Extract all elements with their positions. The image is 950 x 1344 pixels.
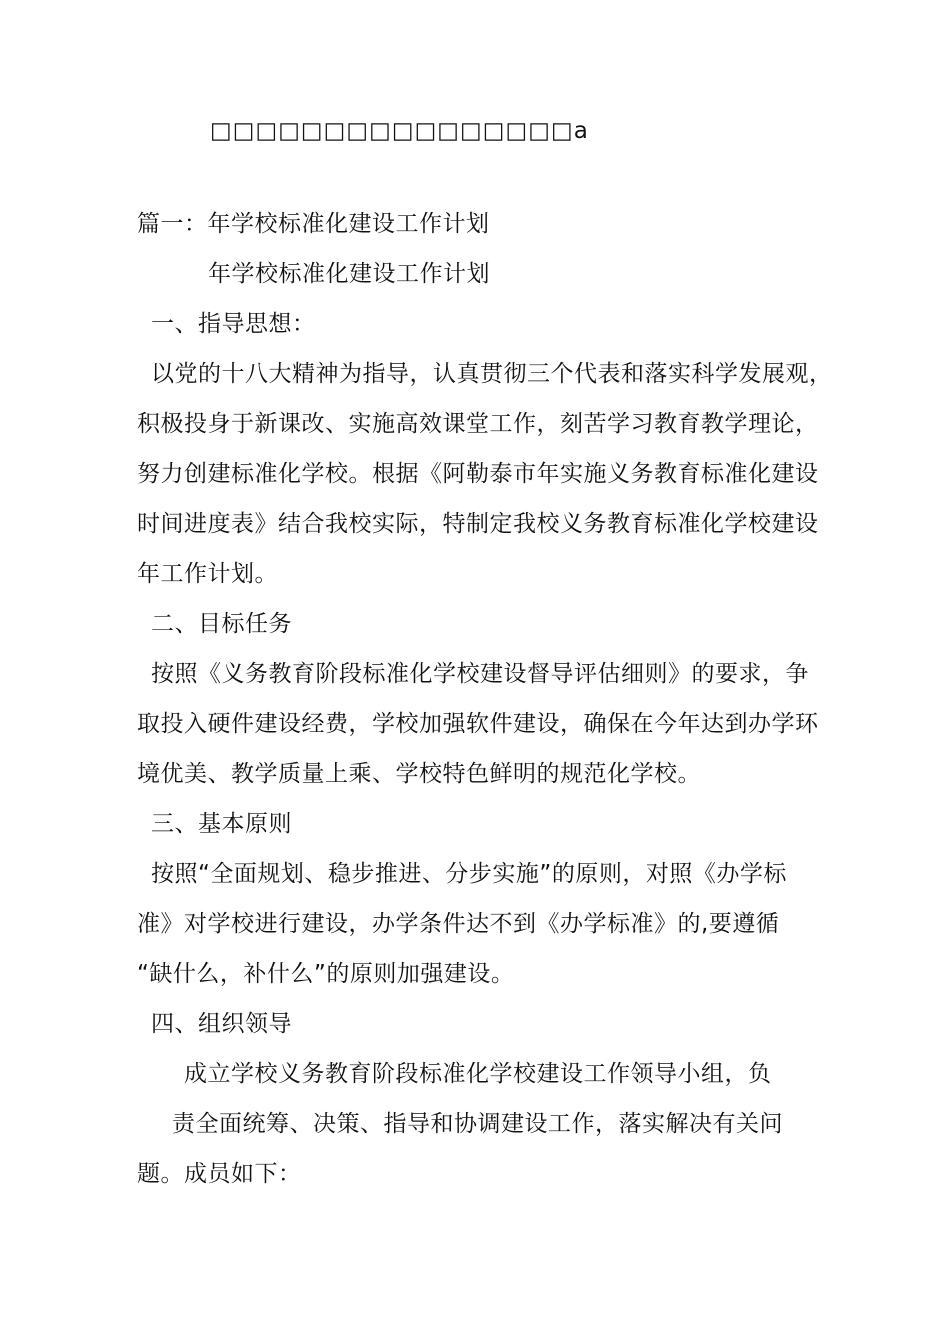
paragraph-line: 责全面统筹、决策、指导和协调建设工作，落实解决有关问 bbox=[172, 1111, 783, 1137]
document-title: 篇一：年学校标准化建设工作计划 bbox=[137, 211, 490, 237]
garbled-header-line: □□□□□□□□□□□□□□□□a bbox=[210, 118, 589, 144]
paragraph-line: 境优美、教学质量上乘、学校特色鲜明的规范化学校。 bbox=[137, 761, 701, 787]
paragraph-line: 准》对学校进行建设，办学条件达不到《办学标准》的,要遵循 bbox=[137, 911, 780, 937]
section-heading-2: 二、目标任务 bbox=[151, 611, 292, 637]
paragraph-line: 按照“全面规划、稳步推进、分步实施”的原则，对照《办学标 bbox=[151, 861, 787, 887]
section-heading-1: 一、指导思想： bbox=[151, 311, 316, 337]
section-heading-4: 四、组织领导 bbox=[151, 1011, 292, 1037]
paragraph-line: 时间进度表》结合我校实际，特制定我校义务教育标准化学校建设 bbox=[137, 511, 819, 537]
paragraph-line: 成立学校义务教育阶段标准化学校建设工作领导小组，负 bbox=[184, 1061, 772, 1087]
paragraph-line: 努力创建标准化学校。根据《阿勒泰市年实施义务教育标准化建设 bbox=[137, 461, 819, 487]
paragraph-line: 按照《义务教育阶段标准化学校建设督导评估细则》的要求，争 bbox=[151, 661, 809, 687]
paragraph-line: 题。成员如下： bbox=[137, 1161, 302, 1187]
paragraph-line: 取投入硬件建设经费，学校加强软件建设，确保在今年达到办学环 bbox=[137, 711, 819, 737]
document-subtitle: 年学校标准化建设工作计划 bbox=[208, 261, 490, 287]
paragraph-line: 年工作计划。 bbox=[137, 561, 278, 587]
paragraph-line: 以党的十八大精神为指导，认真贯彻三个代表和落实科学发展观， bbox=[151, 361, 833, 387]
paragraph-line: “缺什么，补什么”的原则加强建设。 bbox=[137, 961, 515, 987]
section-heading-3: 三、基本原则 bbox=[151, 811, 292, 837]
paragraph-line: 积极投身于新课改、实施高效课堂工作，刻苦学习教育教学理论， bbox=[137, 411, 819, 437]
